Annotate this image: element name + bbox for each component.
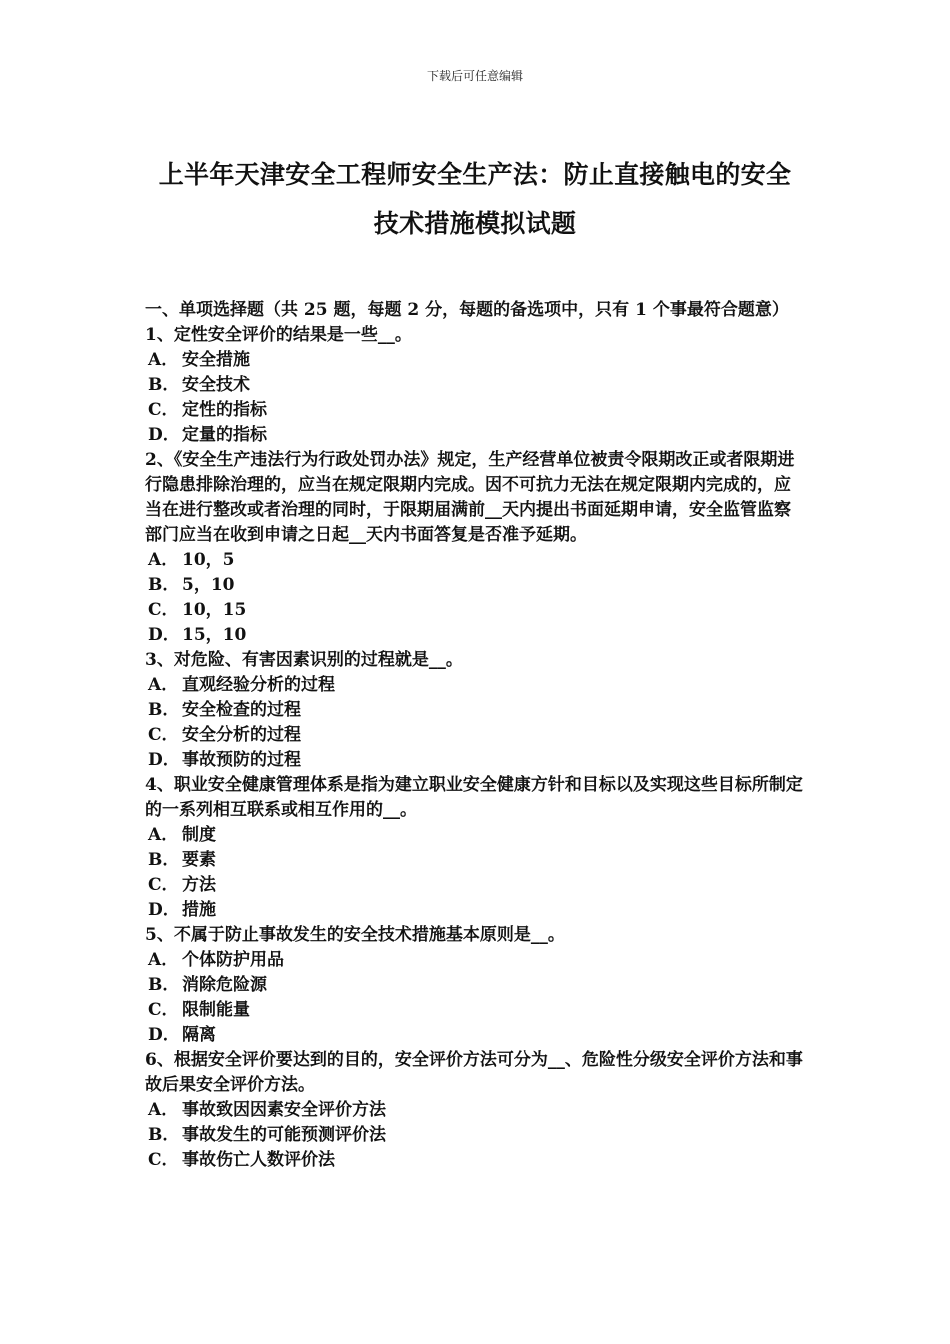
option-letter: D． [148,1025,180,1045]
option-text: 隔离 [182,1025,216,1045]
option-text: 定量的指标 [182,425,267,445]
option-letter: A． [148,825,179,845]
answer-option [145,848,807,873]
answer-option [145,973,807,998]
question-block [145,448,807,648]
answer-option [145,673,807,698]
option-text: 事故发生的可能预测评价法 [182,1125,386,1145]
option-text: 方法 [182,875,216,895]
option-text: 安全检查的过程 [182,700,301,720]
option-letter: C． [148,1000,179,1020]
answer-option [145,698,807,723]
option-letter: D． [148,750,180,770]
answer-option [145,723,807,748]
answer-option [145,348,807,373]
option-text: 个体防护用品 [182,950,284,970]
answer-option [145,1148,807,1173]
option-text: 10，5 [182,550,235,570]
option-letter: C． [148,875,179,895]
option-text: 安全分析的过程 [182,725,301,745]
option-text: 直观经验分析的过程 [182,675,335,695]
answer-option [145,373,807,398]
question-list [145,323,807,1173]
question-stem: 1、定性安全评价的结果是一些__。 [145,325,412,345]
option-list [145,823,807,923]
document-title [130,150,820,248]
document-body [145,298,807,1173]
question-block [145,1048,807,1173]
option-letter: D． [148,900,180,920]
answer-option [145,1023,807,1048]
option-letter: B． [148,975,180,995]
answer-option [145,948,807,973]
option-text: 5，10 [182,575,235,595]
option-list [145,1098,807,1173]
title-line-1: 上半年天津安全工程师安全生产法：防止直接触电的安全 [158,160,792,189]
option-list [145,673,807,773]
question-stem: 3、对危险、有害因素识别的过程就是__。 [145,650,463,670]
question-block [145,773,807,923]
option-letter: C． [148,400,179,420]
answer-option [145,398,807,423]
option-text: 限制能量 [182,1000,250,1020]
option-letter: B． [148,375,180,395]
option-text: 10，15 [182,600,247,620]
option-list [145,548,807,648]
option-text: 安全措施 [182,350,250,370]
option-text: 事故致因因素安全评价方法 [182,1100,386,1120]
question-block [145,923,807,1048]
option-letter: A． [148,550,179,570]
option-letter: A． [148,350,179,370]
option-letter: C． [148,725,179,745]
option-text: 安全技术 [182,375,250,395]
answer-option [145,1123,807,1148]
answer-option [145,548,807,573]
option-letter: B． [148,575,180,595]
question-stem: 4、职业安全健康管理体系是指为建立职业安全健康方针和目标以及实现这些目标所制定的一系列相互联系或相互作用的__。 [145,775,803,820]
answer-option [145,598,807,623]
title-line-2: 技术措施模拟试题 [373,209,577,238]
header-note: 下载后可任意编辑 [426,69,523,83]
answer-option [145,823,807,848]
option-letter: D． [148,625,180,645]
option-letter: A． [148,675,179,695]
option-letter: B． [148,850,180,870]
answer-option [145,898,807,923]
answer-option [145,423,807,448]
answer-option [145,1098,807,1123]
option-letter: D． [148,425,180,445]
option-letter: A． [148,1100,179,1120]
answer-option [145,748,807,773]
answer-option [145,623,807,648]
option-text: 定性的指标 [182,400,267,420]
question-stem: 2、《安全生产违法行为行政处罚办法》规定，生产经营单位被责令限期改正或者限期进行隐患排除治理的，应当在规定限期内完成。因不可抗力无法在规定限期内完成的，应当在进行整改或者治理的同时，于限期届满前__天内提出书面延期申请，安全监管监察部门应当在收到申请之日起__天内书面答复是否准予延期。 [145,450,795,545]
option-letter: C． [148,600,179,620]
option-letter: B． [148,700,180,720]
option-text: 事故预防的过程 [182,750,301,770]
option-list [145,948,807,1048]
option-text: 制度 [182,825,216,845]
option-text: 15，10 [182,625,247,645]
question-block [145,648,807,773]
answer-option [145,998,807,1023]
answer-option [145,573,807,598]
question-stem: 6、根据安全评价要达到的目的，安全评价方法可分为__、危险性分级安全评价方法和事故后果安全评价方法。 [145,1050,803,1095]
answer-option [145,873,807,898]
question-block [145,323,807,448]
option-text: 要素 [182,850,216,870]
option-text: 措施 [182,900,216,920]
option-text: 消除危险源 [182,975,267,995]
option-text: 事故伤亡人数评价法 [182,1150,335,1170]
option-list [145,348,807,448]
option-letter: B． [148,1125,180,1145]
option-letter: C． [148,1150,179,1170]
option-letter: A． [148,950,179,970]
section-heading: 一、单项选择题（共 25 题，每题 2 分，每题的备选项中，只有 1 个事最符合题意） [145,300,789,320]
question-stem: 5、不属于防止事故发生的安全技术措施基本原则是__。 [145,925,565,945]
